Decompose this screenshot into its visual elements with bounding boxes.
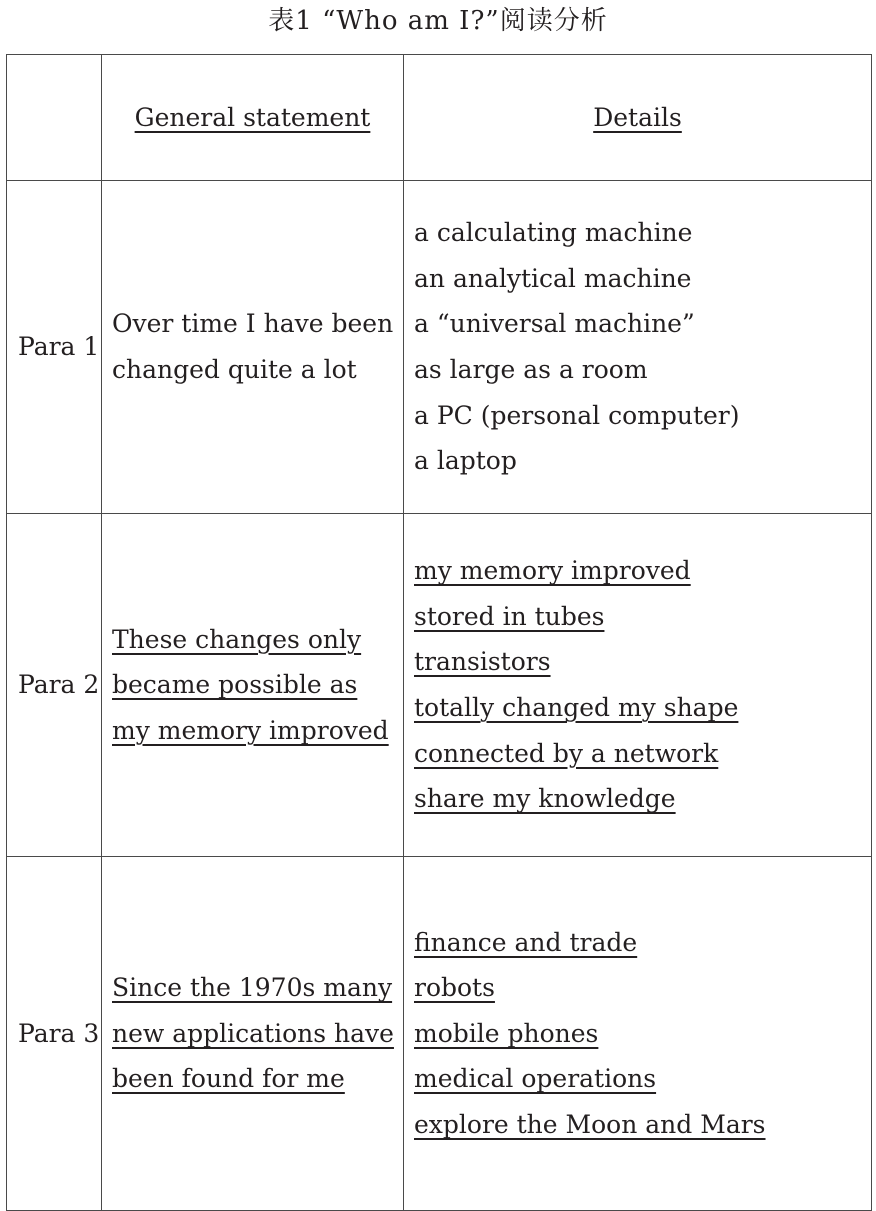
table-row — [7, 181, 872, 514]
general-statement-cell — [102, 514, 404, 857]
para-label: Para 1 — [7, 181, 102, 514]
general-statement-line: Since the 1970s many — [112, 973, 393, 1003]
header-details — [404, 55, 872, 181]
table-title: 表1 “Who am I?”阅读分析 — [268, 6, 608, 36]
header-general-statement — [102, 55, 404, 181]
detail-item: my memory improved — [414, 556, 691, 586]
details-cell — [404, 181, 872, 514]
detail-item: a “universal machine” — [414, 309, 695, 339]
para-label: Para 3 — [7, 857, 102, 1211]
general-statement-cell — [102, 181, 404, 514]
detail-item: share my knowledge — [414, 784, 676, 814]
general-statement-line: new applications have — [112, 1018, 394, 1048]
detail-item: mobile phones — [414, 1018, 599, 1048]
detail-item: finance and trade — [414, 927, 638, 957]
general-statement-line: my memory improved — [112, 715, 389, 745]
general-statement-line: changed quite a lot — [112, 355, 357, 384]
details-cell — [404, 857, 872, 1211]
detail-item: connected by a network — [414, 738, 719, 768]
detail-item: a calculating machine — [414, 218, 693, 248]
header-general-label: General statement — [134, 102, 371, 132]
general-statement-line: These changes only — [112, 624, 362, 654]
header-para-cell — [7, 55, 102, 181]
detail-item: stored in tubes — [414, 601, 605, 631]
detail-item: as large as a room — [414, 355, 648, 384]
general-statement-cell — [102, 857, 404, 1211]
para-label: Para 2 — [7, 514, 102, 857]
detail-item: an analytical machine — [414, 263, 692, 293]
table-row — [7, 514, 872, 857]
detail-item: a laptop — [414, 446, 517, 476]
detail-item: transistors — [414, 647, 551, 677]
table-header-row — [7, 55, 872, 181]
detail-item: explore the Moon and Mars — [414, 1109, 766, 1139]
detail-item: totally changed my shape — [414, 693, 739, 722]
table-row — [7, 857, 872, 1211]
general-statement-line: been found for me — [112, 1064, 345, 1094]
reading-analysis-table — [6, 54, 872, 1211]
general-statement-line: became possible as — [112, 670, 358, 700]
general-statement-line: Over time I have been — [112, 309, 394, 339]
details-cell — [404, 514, 872, 857]
detail-item: a PC (personal computer) — [414, 400, 740, 430]
detail-item: robots — [414, 973, 495, 1003]
detail-item: medical operations — [414, 1064, 657, 1094]
header-details-label: Details — [593, 102, 682, 132]
